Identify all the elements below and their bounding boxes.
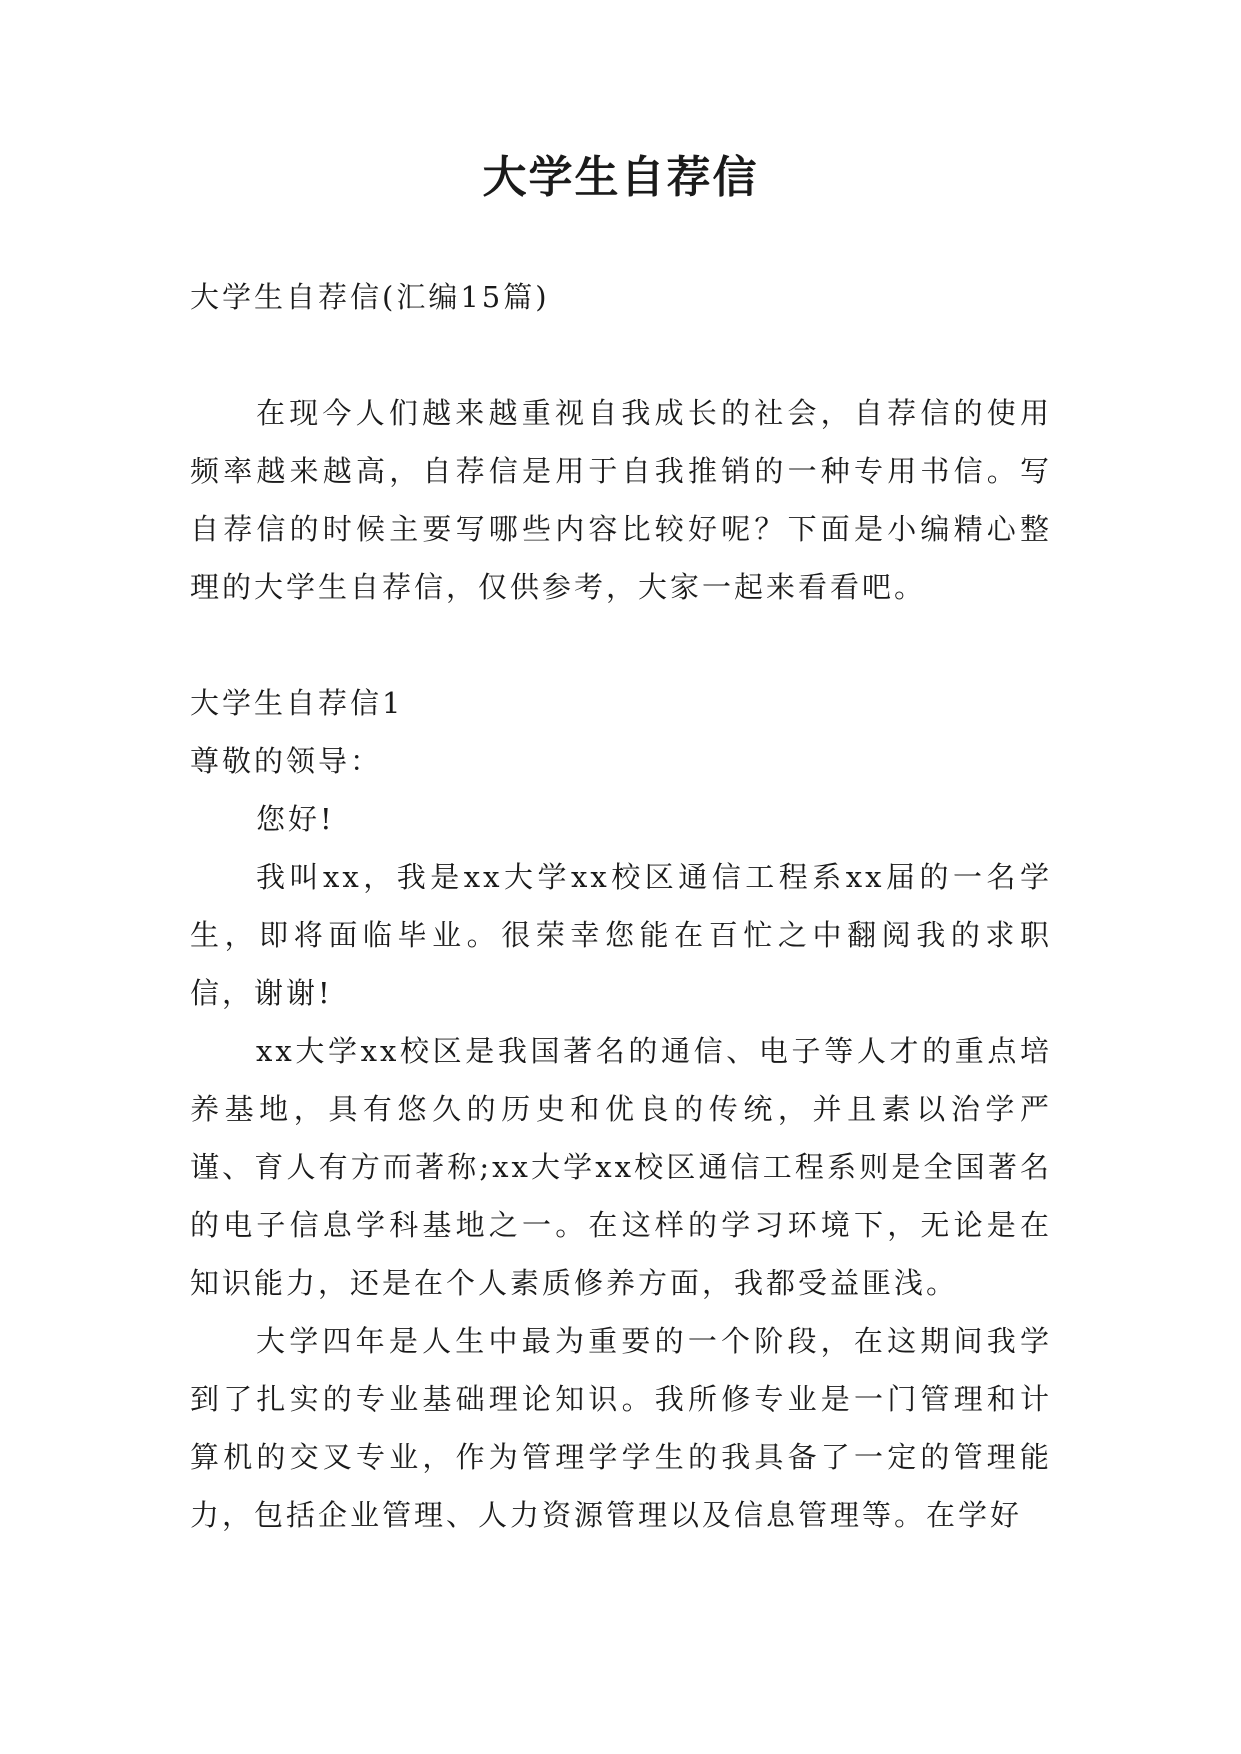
letter-heading: 大学生自荐信1 <box>190 686 404 720</box>
document-subtitle: 大学生自荐信(汇编15篇) <box>190 280 550 314</box>
spacer <box>190 616 1052 674</box>
spacer <box>190 326 1052 384</box>
document-body <box>190 268 1052 1544</box>
salutation: 尊敬的领导： <box>190 744 383 778</box>
document-title: 大学生自荐信 <box>482 152 759 203</box>
body-paragraph: 我叫xx，我是xx大学xx校区通信工程系xx届的一名学生，即将面临毕业。很荣幸您能在百忙之中翻阅我的求职信，谢谢! <box>190 860 1052 1010</box>
intro-paragraph: 在现今人们越来越重视自我成长的社会，自荐信的使用频率越来越高，自荐信是用于自我推销的一种专用书信。写自荐信的时候主要写哪些内容比较好呢？下面是小编精心整理的大学生自荐信，仅供参考，大家一起来看看吧。 <box>190 396 1052 604</box>
greeting: 您好! <box>256 802 335 836</box>
body-paragraph: xx大学xx校区是我国著名的通信、电子等人才的重点培养基地，具有悠久的历史和优良的传统，并且素以治学严谨、育人有方而著称;xx大学xx校区通信工程系则是全国著名的电子信息学科基地之一。在这样的学习环境下，无论是在知识能力，还是在个人素质修养方面，我都受益匪浅。 <box>190 1034 1052 1300</box>
body-paragraph: 大学四年是人生中最为重要的一个阶段，在这期间我学到了扎实的专业基础理论知识。我所修专业是一门管理和计算机的交叉专业，作为管理学学生的我具备了一定的管理能力，包括企业管理、人力资源管理以及信息管理等。在学好 <box>190 1324 1052 1532</box>
